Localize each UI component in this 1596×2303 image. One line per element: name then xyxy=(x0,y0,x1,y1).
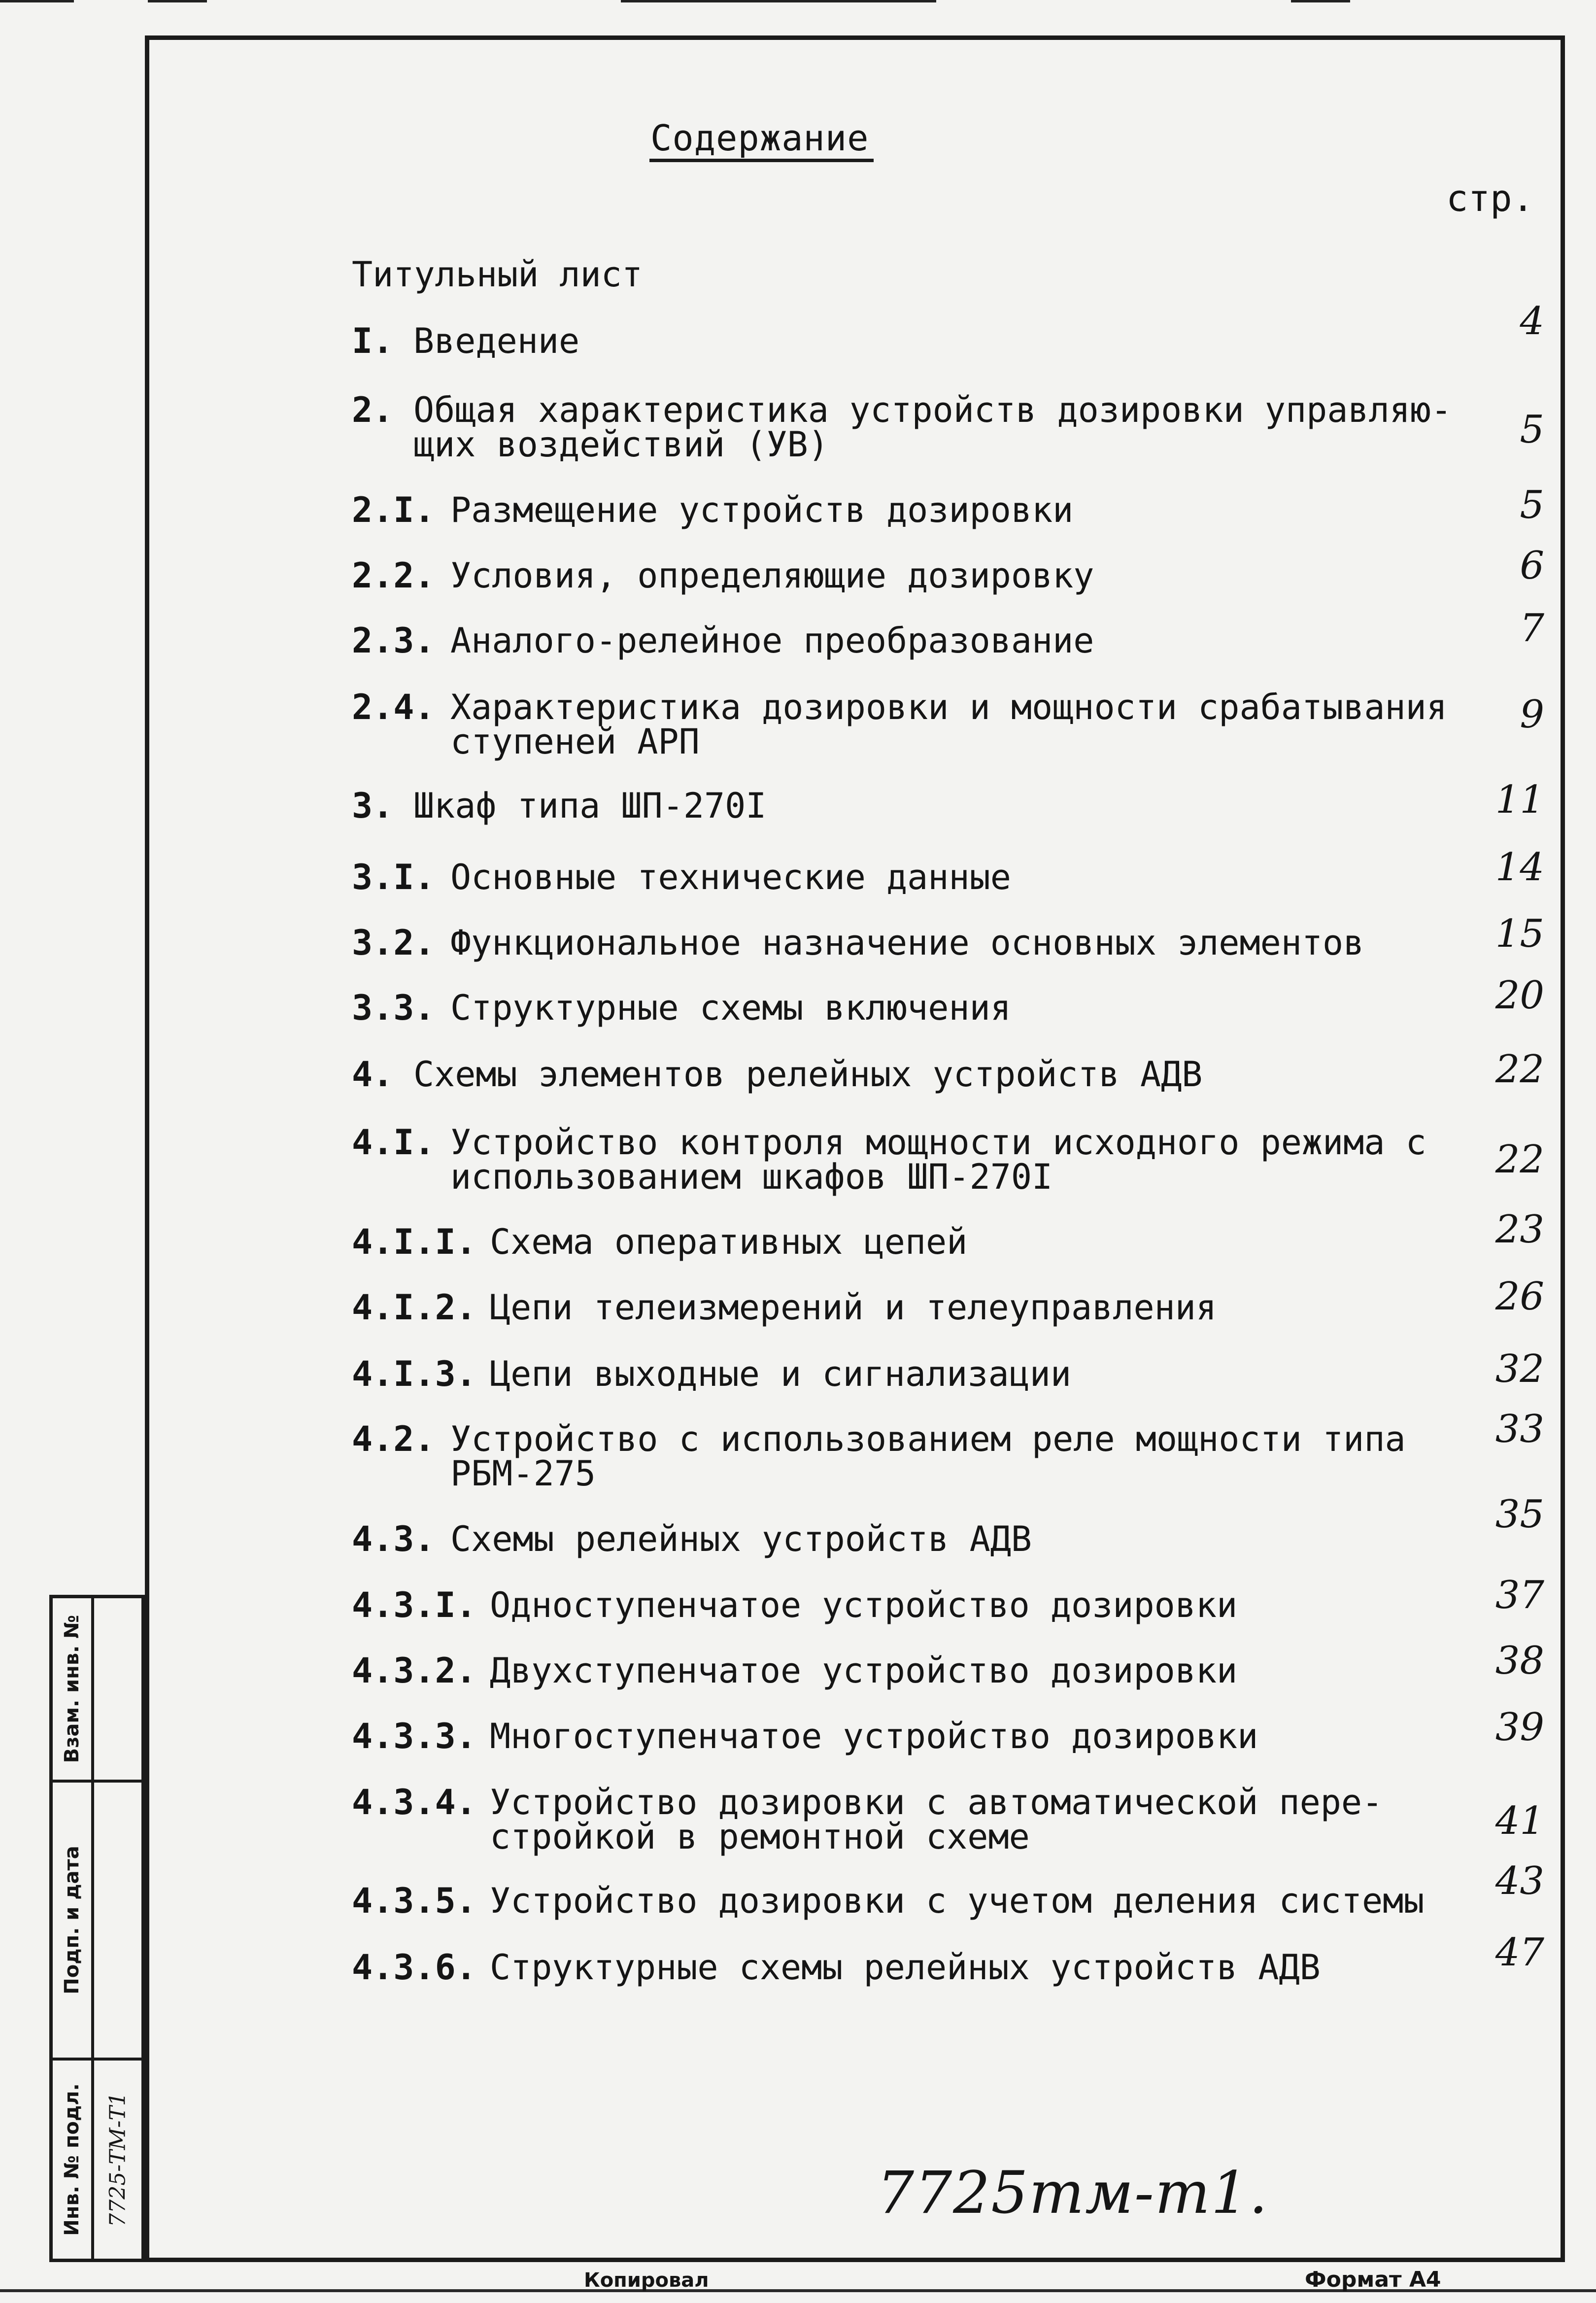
toc-number: 4.3.3. xyxy=(352,1716,476,1756)
toc-entry xyxy=(352,1639,1574,1722)
toc-entry xyxy=(352,1859,1574,1953)
toc-number: 4.I.3. xyxy=(352,1354,476,1394)
toc-page: 5 xyxy=(1520,483,1544,527)
toc-text: Шкаф типа ШП-270I xyxy=(413,786,767,826)
toc-entry xyxy=(352,1407,1574,1494)
toc-text: Структурные схемы релейных устройств АДВ xyxy=(490,1947,1321,1988)
stamp-cell xyxy=(53,2061,94,2259)
stamp-label: Подп. и дата xyxy=(61,1846,83,1994)
toc-page: 35 xyxy=(1495,1492,1544,1537)
toc-entry xyxy=(352,483,1574,562)
stamp-cell xyxy=(53,1598,94,1783)
title-underline xyxy=(649,159,874,162)
toc-page: 26 xyxy=(1495,1274,1544,1319)
toc-number: 4.3.5. xyxy=(352,1881,476,1921)
toc-text: Одноступенчатое устройство дозировки xyxy=(490,1585,1238,1625)
toc-number: 4.3.4. xyxy=(352,1782,476,1822)
toc-entry xyxy=(352,299,1574,393)
page-column-header: стр. xyxy=(1446,177,1534,220)
toc-text: Титульный лист xyxy=(352,254,643,295)
toc-number: 2.2. xyxy=(352,555,435,596)
toc-number: 3. xyxy=(352,786,394,826)
document-code: 7725тм-т1. xyxy=(877,2159,1269,2227)
toc-number: 2. xyxy=(352,390,394,430)
toc-entry xyxy=(352,912,1574,995)
toc-text: Размещение устройств дозировки xyxy=(450,490,1074,530)
toc-text: Многоступенчатое устройство дозировки xyxy=(490,1716,1258,1756)
toc-text: Условия, определяющие дозировку xyxy=(450,555,1094,596)
toc-page: 20 xyxy=(1495,973,1544,1018)
toc-page: 43 xyxy=(1495,1859,1544,1903)
toc-number: 3.3. xyxy=(352,988,435,1028)
toc-entry xyxy=(352,1207,1574,1294)
toc-text: Схема оперативных цепей xyxy=(490,1222,968,1262)
toc-page: 23 xyxy=(1495,1207,1544,1252)
format-label: Формат А4 xyxy=(1305,2267,1441,2292)
stamp-cell xyxy=(53,1783,94,2061)
toc-text: Цепи телеизмерений и телеуправления xyxy=(490,1287,1217,1328)
toc-page: 7 xyxy=(1520,606,1544,651)
toc-entry xyxy=(352,1122,1574,1197)
toc-page: 11 xyxy=(1495,778,1544,822)
toc-text: Схемы элементов релейных устройств АДВ xyxy=(413,1054,1203,1095)
toc-entry xyxy=(352,1274,1574,1359)
toc-number: 3.2. xyxy=(352,923,435,963)
toc-text: Общая характеристика устройств дозировки управляю- щих воздействий (УВ) xyxy=(413,390,1452,465)
side-stamp xyxy=(49,1595,145,2262)
toc-entry xyxy=(352,1492,1574,1591)
toc-page: 37 xyxy=(1495,1573,1544,1617)
toc-entry xyxy=(352,1705,1574,1788)
stamp-cell xyxy=(94,1783,141,2061)
stamp-value: 7725-ТМ-Т1 xyxy=(105,2092,131,2227)
toc-text: Цепи выходные и сигнализации xyxy=(490,1354,1072,1394)
toc-page: 4 xyxy=(1520,299,1544,344)
toc-number: 3.I. xyxy=(352,857,435,897)
toc-text: Функциональное назначение основных элементов xyxy=(450,923,1364,963)
copied-by-label: Копировал xyxy=(584,2269,709,2292)
toc-page: 38 xyxy=(1495,1639,1544,1683)
toc-number: 2.3. xyxy=(352,620,435,661)
toc-entry xyxy=(352,390,1574,465)
toc-page: 41 xyxy=(1495,1799,1544,1843)
stamp-label: Взам. инв. № xyxy=(61,1615,83,1763)
toc-number: 4.I. xyxy=(352,1122,435,1163)
stamp-cell xyxy=(94,2061,141,2259)
toc-text: Схемы релейных устройств АДВ xyxy=(450,1519,1032,1559)
toc-number: I. xyxy=(352,321,394,361)
toc-text: Двухступенчатое устройство дозировки xyxy=(490,1650,1238,1691)
toc-number: 4.3.I. xyxy=(352,1585,476,1625)
toc-text: Структурные схемы включения xyxy=(450,988,1011,1028)
toc-entry xyxy=(352,1930,1574,2019)
toc-number: 4.3. xyxy=(352,1519,435,1559)
toc-page: 32 xyxy=(1495,1347,1544,1391)
toc-entry xyxy=(352,687,1574,762)
toc-text: Характеристика дозировки и мощности срабатывания ступеней АРП xyxy=(450,687,1447,762)
toc-text: Устройство контроля мощности исходного режима с использованием шкафов ШП-270I xyxy=(450,1122,1426,1197)
toc-number: 4.3.2. xyxy=(352,1650,476,1691)
toc-page: 14 xyxy=(1495,845,1544,890)
toc-number: 4. xyxy=(352,1054,394,1095)
toc-number: 2.4. xyxy=(352,687,435,727)
toc-entry xyxy=(352,544,1574,627)
toc-entry xyxy=(352,1573,1574,1657)
toc-text: Устройство с использованием реле мощности типа РБМ-275 xyxy=(450,1419,1406,1494)
toc-text: Введение xyxy=(413,321,580,361)
toc-text: Устройство дозировки с учетом деления системы xyxy=(490,1881,1425,1921)
stamp-cell xyxy=(94,1598,141,1783)
toc-number: 4.I.2. xyxy=(352,1287,476,1328)
toc-entry xyxy=(352,1047,1574,1126)
toc-entry xyxy=(352,1782,1574,1857)
toc-number: 4.2. xyxy=(352,1419,435,1459)
page-title: Содержание xyxy=(650,117,869,159)
toc-entry xyxy=(352,778,1574,858)
toc-text: Основные технические данные xyxy=(450,857,1011,897)
toc-number: 4.3.6. xyxy=(352,1947,476,1988)
toc-entry xyxy=(352,606,1574,692)
toc-entry xyxy=(352,973,1574,1060)
toc-entry xyxy=(352,845,1574,929)
toc-page: 5 xyxy=(1520,408,1544,452)
toc-page: 9 xyxy=(1520,692,1544,737)
toc-page: 22 xyxy=(1495,1137,1544,1182)
toc-text: Устройство дозировки с автоматической пере- стройкой в ремонтной схеме xyxy=(490,1782,1383,1857)
toc-entry xyxy=(352,254,1574,326)
toc-page: 33 xyxy=(1495,1407,1544,1451)
stamp-label: Инв. № подл. xyxy=(61,2083,83,2236)
toc-page: 47 xyxy=(1495,1930,1544,1975)
toc-page: 15 xyxy=(1495,912,1544,956)
toc-page: 6 xyxy=(1520,544,1544,588)
toc-number: 2.I. xyxy=(352,490,435,530)
toc-page: 22 xyxy=(1495,1047,1544,1092)
toc-entry xyxy=(352,1347,1574,1426)
toc-page: 39 xyxy=(1495,1705,1544,1750)
toc-number: 4.I.I. xyxy=(352,1222,476,1262)
toc-text: Аналого-релейное преобразование xyxy=(450,620,1094,661)
